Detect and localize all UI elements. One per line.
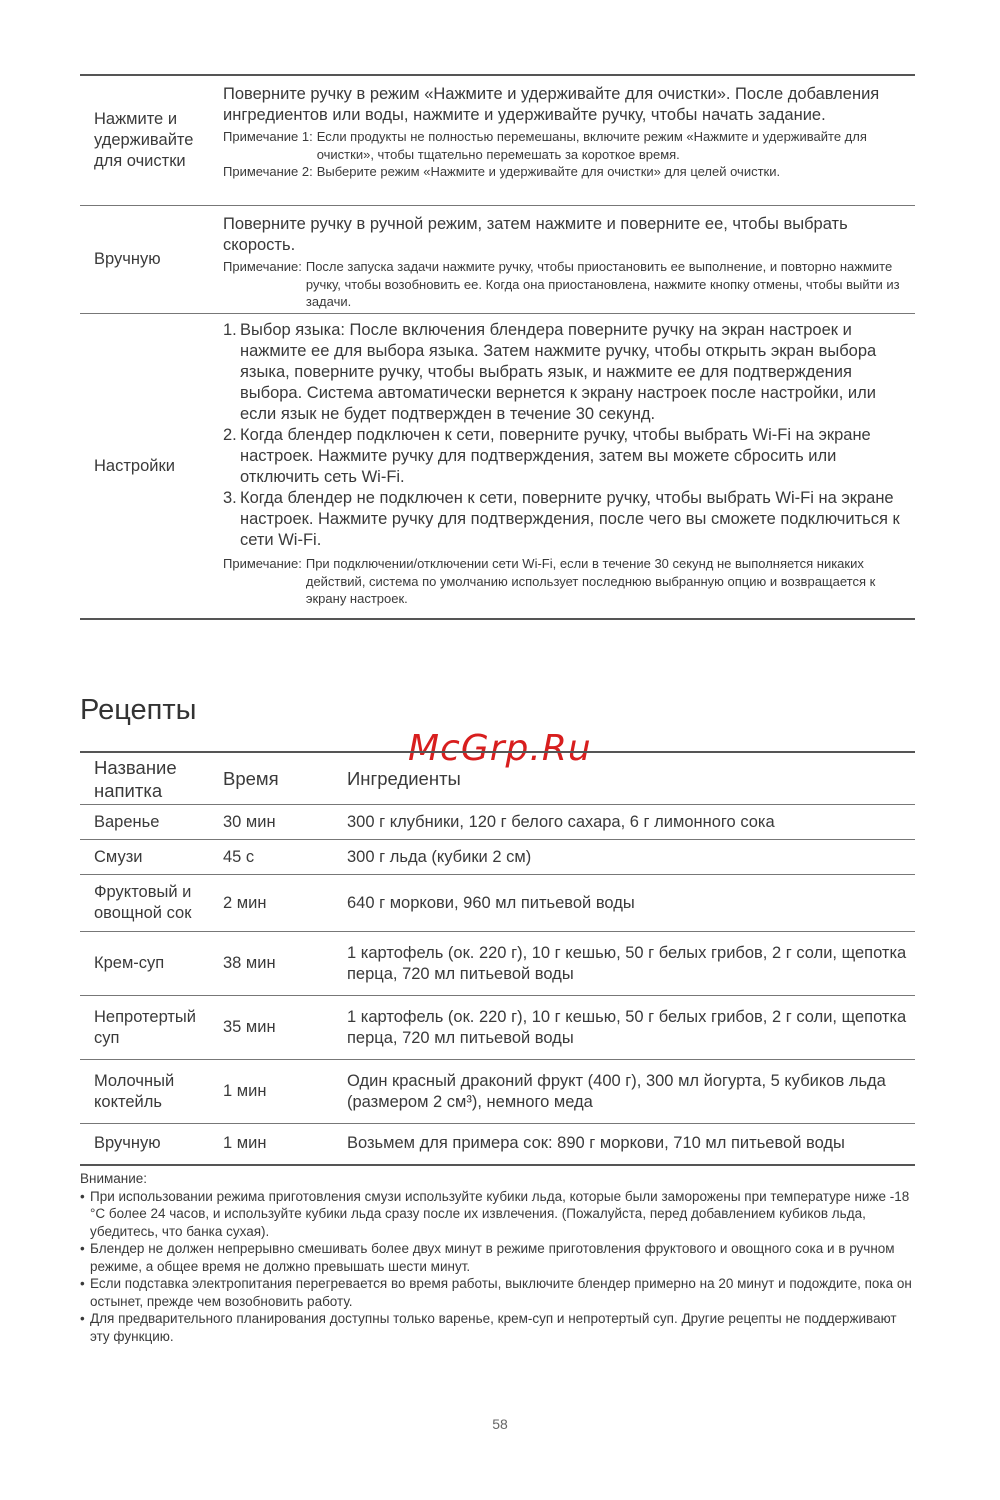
attention-title: Внимание: (80, 1171, 148, 1186)
mode-description (223, 314, 915, 618)
recipe-time: 30 мин (223, 805, 347, 840)
note (223, 128, 915, 163)
mode-row-clean (80, 76, 915, 206)
attention-notes (80, 1170, 915, 1345)
list-item: • При использовании режима приготовления смузи используйте кубики льда, которые были заморожены при температуре ниже -18 °C более 24 часов, и используйте кубики льда сразу после их извлечения. (Пожалуйста, перед добавлением кубиков льда, убедитесь, что банка сухая). (80, 1188, 910, 1239)
column-header-time: Время (223, 752, 347, 805)
mode-name: Вручную (94, 250, 161, 268)
mode-desc-text: Поверните ручку в режим «Нажмите и удерживайте для очистки». После добавления ингредиентов или воды, нажмите и удерживайте ручку, чтобы начать задание. (223, 85, 880, 124)
note-label: Примечание 2: (223, 164, 313, 179)
recipe-ingredients: 1 картофель (ок. 220 г), 10 г кешью, 50 г белых грибов, 2 г соли, щепотка перца, 720 мл питьевой воды (347, 932, 915, 996)
recipe-ingredients: Один красный драконий фрукт (400 г), 300 мл йогурта, 5 кубиков льда (размером 2 см³), немного меда (347, 1060, 915, 1124)
modes-table (80, 74, 915, 620)
note (223, 555, 915, 608)
note-text: Если продукты не полностью перемешаны, включите режим «Нажмите и удерживайте для очистки», чтобы тщательно перемешать за короткое время. (316, 129, 867, 162)
recipe-name: Фруктовый и овощной сок (80, 875, 223, 932)
table-row (80, 805, 915, 840)
recipe-ingredients: 640 г моркови, 960 мл питьевой воды (347, 875, 915, 932)
recipes-table (80, 751, 915, 1166)
note-text: Выберите режим «Нажмите и удерживайте для очистки» для целей очистки. (316, 164, 781, 179)
column-header-ingredients: Ингредиенты (347, 752, 915, 805)
mode-description (223, 76, 915, 205)
page-number: 58 (492, 1416, 508, 1432)
note (223, 258, 915, 311)
modes-section (80, 74, 915, 620)
note (223, 163, 915, 181)
note-label: Примечание: (223, 556, 302, 571)
table-header-row (80, 752, 915, 805)
recipe-name: Крем-суп (80, 932, 223, 996)
table-row (80, 996, 915, 1060)
table-row (80, 1124, 915, 1165)
list-item: 3. Когда блендер не подключен к сети, поверните ручку, чтобы выбрать Wi-Fi на экране настроек. Нажмите ручку для подтверждения, после чего вы сможете подключиться к сети Wi-Fi. (223, 489, 900, 549)
watermark: McGrp.Ru (408, 728, 592, 769)
mode-name: Настройки (94, 456, 175, 475)
mode-desc-text: Поверните ручку в ручной режим, затем нажмите и поверните ее, чтобы выбрать скорость. (223, 215, 848, 254)
table-row (80, 840, 915, 875)
mode-row-manual (80, 206, 915, 314)
recipe-name: Варенье (80, 805, 223, 840)
list-item: 1. Выбор языка: После включения блендера поверните ручку на экран настроек и нажмите ее для выбора языка. Затем нажмите ручку, чтобы открыть экран выбора языка, поверните ручку, чтобы выбрать язык, и нажмите ее для подтверждения выбора. Система автоматически вернется к экрану настроек после настройки, или если язык не будет подтвержден в течение 30 секунд. (223, 321, 877, 423)
recipe-time: 2 мин (223, 875, 347, 932)
mode-description (223, 206, 915, 313)
recipe-ingredients: 1 картофель (ок. 220 г), 10 г кешью, 50 г белых грибов, 2 г соли, щепотка перца, 720 мл питьевой воды (347, 996, 915, 1060)
attention-list (80, 1188, 915, 1346)
recipe-time: 35 мин (223, 996, 347, 1060)
table-row (80, 1060, 915, 1124)
note-label: Примечание: (223, 259, 302, 274)
recipe-time: 38 мин (223, 932, 347, 996)
list-item: • Блендер не должен непрерывно смешивать более двух минут в режиме приготовления фруктового и овощного сока и в ручном режиме, а общее время не должно превышать шести минут. (80, 1241, 895, 1274)
column-header-name: Название напитка (80, 752, 223, 805)
recipe-ingredients: 300 г льда (кубики 2 см) (347, 840, 915, 875)
recipe-time: 1 мин (223, 1134, 267, 1153)
note-label: Примечание 1: (223, 129, 313, 144)
recipe-ingredients: Возьмем для примера сок: 890 г моркови, 710 мл питьевой воды (347, 1134, 845, 1153)
note-text: При подключении/отключении сети Wi-Fi, если в течение 30 секунд не выполняется никаких действий, система по умолчанию использует последнюю выбранную опцию и возвращается к экрану настроек. (305, 556, 876, 606)
settings-steps (223, 320, 915, 551)
recipe-name: Молочный коктейль (80, 1060, 223, 1124)
recipe-time: 1 мин (223, 1060, 347, 1124)
mode-row-settings (80, 314, 915, 618)
recipe-name: Смузи (80, 840, 223, 875)
table-row (80, 875, 915, 932)
recipe-name: Вручную (94, 1134, 161, 1153)
list-item: 2. Когда блендер подключен к сети, поверните ручку, чтобы выбрать Wi-Fi на экране настроек. Нажмите ручку для подтверждения, затем вы можете сбросить или отключить сеть Wi-Fi. (223, 426, 871, 486)
note-text: После запуска задачи нажмите ручку, чтобы приостановить ее выполнение, и повторно нажмите ручку, чтобы возобновить ее. Когда она приостановлена, нажмите кнопку отмены, чтобы выйти из задачи. (305, 259, 900, 309)
recipe-ingredients: 300 г клубники, 120 г белого сахара, 6 г лимонного сока (347, 805, 915, 840)
list-item: • Если подставка электропитания перегревается во время работы, выключите блендер примерно на 20 минут и подождите, пока он остынет, прежде чем возобновить работу. (80, 1276, 912, 1309)
recipe-name: Непротертый суп (80, 996, 223, 1060)
recipe-time: 45 с (223, 840, 347, 875)
mode-name: Нажмите и удерживайте для очистки (94, 110, 194, 170)
table-row (80, 932, 915, 996)
section-title: Рецепты (80, 694, 197, 726)
list-item: • Для предварительного планирования доступны только варенье, крем-суп и непротертый суп. Другие рецепты не поддерживают эту функцию. (80, 1311, 897, 1344)
